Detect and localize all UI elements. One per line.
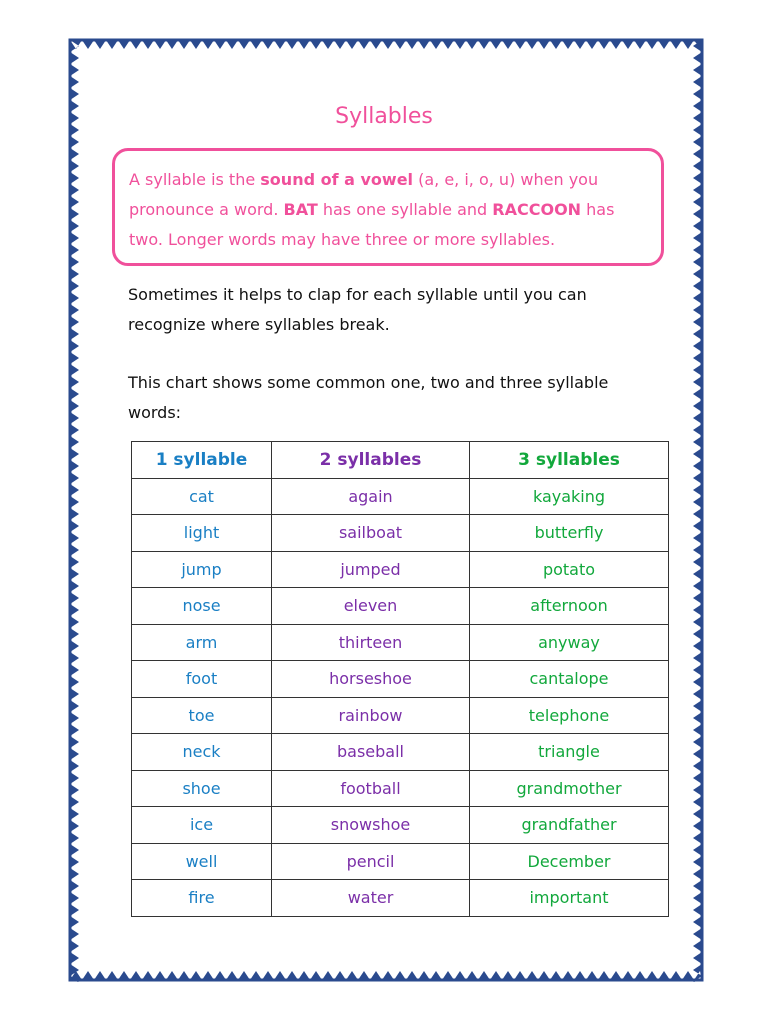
definition-bold-bat: BAT [283, 200, 318, 219]
chart-intro-paragraph: This chart shows some common one, two and three syllable words: [128, 373, 609, 422]
header-3-syllables: 3 syllables [470, 442, 669, 479]
two-syllable-word: again [272, 478, 470, 515]
three-syllable-word: important [470, 880, 669, 917]
table-header-row [132, 442, 669, 479]
table-row [132, 624, 669, 661]
three-syllable-word: afternoon [470, 588, 669, 625]
header-1-syllable: 1 syllable [132, 442, 272, 479]
three-syllable-word: cantalope [470, 661, 669, 698]
definition-text: has one syllable and [317, 200, 493, 219]
two-syllable-word: water [272, 880, 470, 917]
definition-text: has two. Longer words may have three or more syllables. [129, 200, 615, 249]
table-row [132, 588, 669, 625]
one-syllable-word: ice [132, 807, 272, 844]
three-syllable-word: anyway [470, 624, 669, 661]
three-syllable-word: triangle [470, 734, 669, 771]
one-syllable-word: well [132, 843, 272, 880]
two-syllable-word: thirteen [272, 624, 470, 661]
one-syllable-word: nose [132, 588, 272, 625]
two-syllable-word: horseshoe [272, 661, 470, 698]
three-syllable-word: grandmother [470, 770, 669, 807]
table-row [132, 734, 669, 771]
two-syllable-word: rainbow [272, 697, 470, 734]
syllable-table [131, 441, 669, 917]
table-row [132, 661, 669, 698]
table-row [132, 770, 669, 807]
three-syllable-word: potato [470, 551, 669, 588]
definition-box [112, 148, 664, 266]
table-row [132, 807, 669, 844]
table-row [132, 515, 669, 552]
header-2-syllables: 2 syllables [272, 442, 470, 479]
three-syllable-word: December [470, 843, 669, 880]
one-syllable-word: toe [132, 697, 272, 734]
one-syllable-word: arm [132, 624, 272, 661]
table-row [132, 551, 669, 588]
definition-bold-raccoon: RACCOON [492, 200, 582, 219]
page-title: Syllables [335, 104, 433, 129]
three-syllable-word: grandfather [470, 807, 669, 844]
one-syllable-word: shoe [132, 770, 272, 807]
one-syllable-word: light [132, 515, 272, 552]
one-syllable-word: cat [132, 478, 272, 515]
table-row [132, 478, 669, 515]
two-syllable-word: baseball [272, 734, 470, 771]
definition-text: (a, e, i, o, u) when you pronounce a word. [129, 170, 599, 219]
table-row [132, 697, 669, 734]
two-syllable-word: sailboat [272, 515, 470, 552]
two-syllable-word: snowshoe [272, 807, 470, 844]
one-syllable-word: jump [132, 551, 272, 588]
two-syllable-word: eleven [272, 588, 470, 625]
definition-bold-vowel: sound of a vowel [260, 170, 414, 189]
table-row [132, 843, 669, 880]
three-syllable-word: kayaking [470, 478, 669, 515]
definition-text: A syllable is the [129, 170, 261, 189]
three-syllable-word: butterfly [470, 515, 669, 552]
one-syllable-word: fire [132, 880, 272, 917]
three-syllable-word: telephone [470, 697, 669, 734]
two-syllable-word: pencil [272, 843, 470, 880]
one-syllable-word: neck [132, 734, 272, 771]
two-syllable-word: jumped [272, 551, 470, 588]
table-row [132, 880, 669, 917]
clap-paragraph: Sometimes it helps to clap for each syllable until you can recognize where syllables break. [128, 285, 587, 334]
two-syllable-word: football [272, 770, 470, 807]
one-syllable-word: foot [132, 661, 272, 698]
